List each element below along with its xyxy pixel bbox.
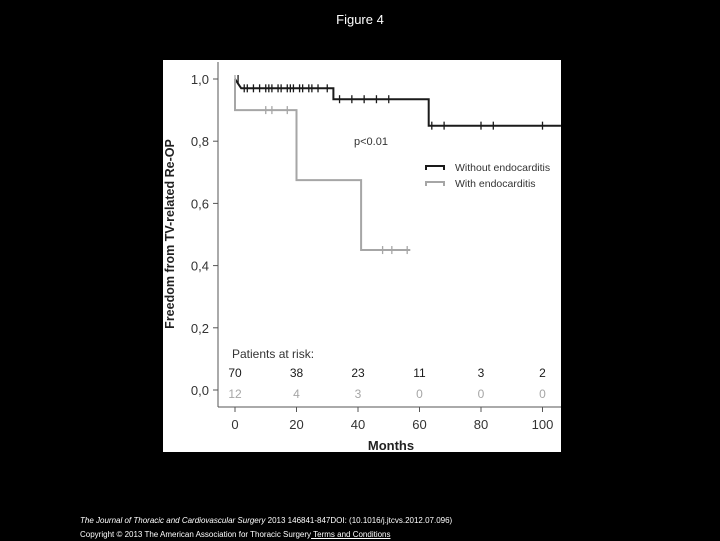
x-tick-label: 60: [412, 417, 427, 432]
terms-link[interactable]: Terms and Conditions: [311, 530, 391, 539]
risk-count: 0: [477, 387, 485, 401]
y-tick-label: 1,0: [190, 72, 209, 87]
x-tick-label: 20: [289, 417, 304, 432]
copyright-line: [80, 528, 391, 541]
y-tick-label: 0,2: [190, 320, 209, 336]
risk-count: 2: [539, 366, 546, 380]
risk-count: 23: [351, 366, 365, 380]
copyright-text: Copyright © 2013 The American Association for Thoracic Surgery: [80, 530, 312, 539]
y-axis-label: Freedom from TV-related Re-OP: [163, 139, 177, 329]
legend-label-2: With endocarditis: [455, 178, 536, 190]
y-tick-label: 0,4: [190, 258, 209, 274]
series-line-1: [235, 79, 561, 126]
km-chart: [163, 60, 561, 452]
chart-panel: [163, 60, 561, 452]
x-tick-label: 80: [473, 417, 489, 432]
x-tick-label: 40: [350, 417, 366, 432]
risk-count: 70: [228, 366, 242, 380]
risk-count: 3: [477, 366, 485, 380]
y-tick-label: 0,6: [190, 196, 209, 212]
risk-count: 11: [413, 366, 426, 380]
x-tick-label: 0: [231, 417, 239, 432]
legend-swatch-2: [426, 182, 444, 186]
risk-count: 0: [539, 387, 546, 401]
journal-name: The Journal of Thoracic and Cardiovascular Surgery: [80, 516, 266, 525]
figure-title: Figure 4: [336, 12, 384, 27]
risk-count: 0: [416, 387, 423, 401]
x-axis-label: Months: [367, 438, 415, 452]
x-tick-label: 100: [531, 417, 554, 432]
p-value-annotation: p<0.01: [354, 136, 388, 148]
legend-label-1: Without endocarditis: [455, 162, 551, 174]
legend-swatch-1: [426, 166, 444, 170]
risk-count: 3: [354, 387, 362, 401]
risk-count: 4: [293, 387, 300, 401]
risk-count: 38: [289, 366, 304, 380]
series-line-2: [235, 79, 410, 250]
citation-line: [80, 514, 452, 527]
risk-table-title: Patients at risk:: [232, 347, 315, 361]
risk-count: 12: [228, 387, 242, 401]
citation-details: 2013 146841-847DOI: (10.1016/j.jtcvs.2012.07.096): [265, 516, 453, 525]
y-tick-label: 0,0: [190, 383, 209, 398]
y-tick-label: 0,8: [190, 134, 209, 150]
